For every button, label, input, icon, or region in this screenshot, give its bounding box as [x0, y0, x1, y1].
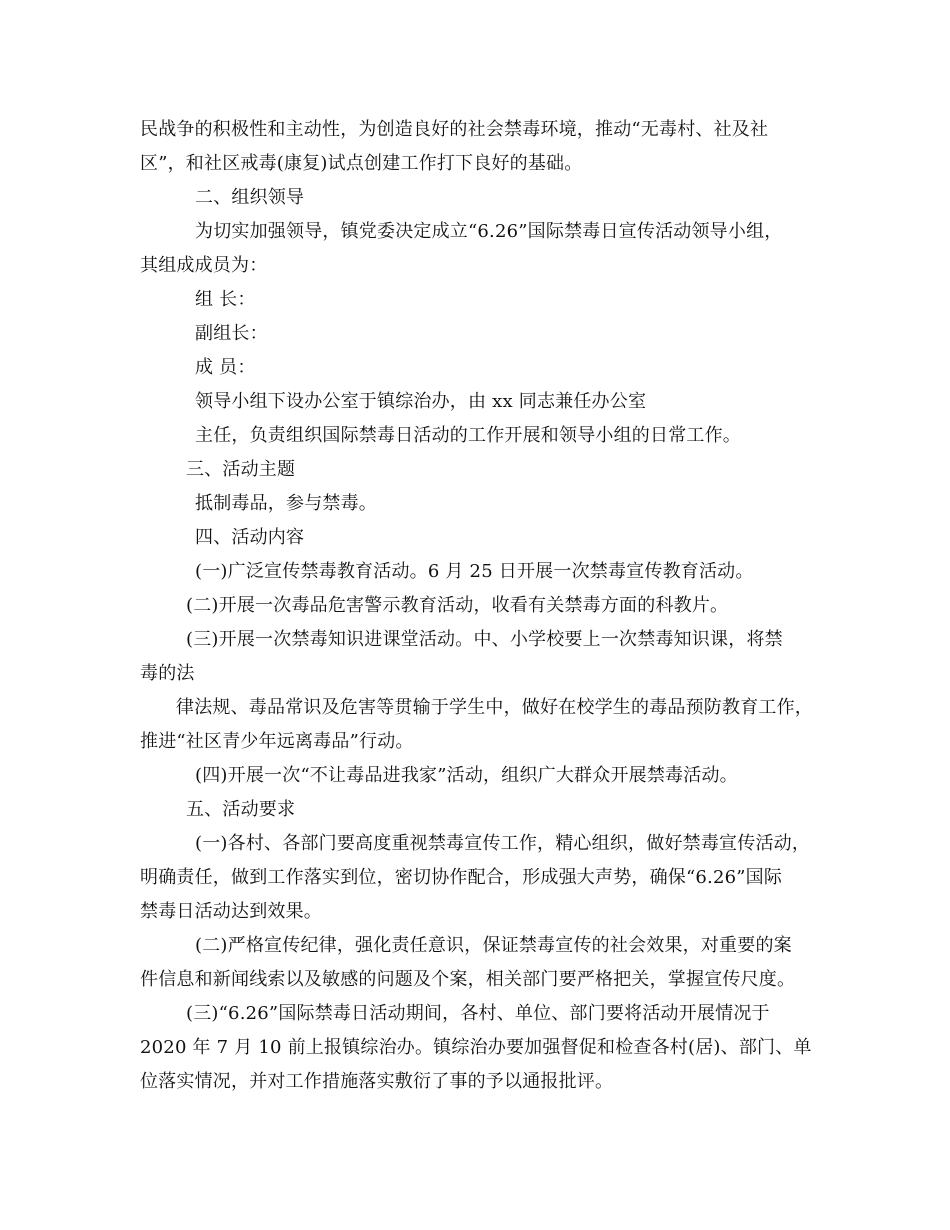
text-line: 毒的法: [140, 663, 195, 684]
section-heading: 三、活动主题: [186, 459, 296, 480]
text-line: 领导小组下设办公室于镇综治办，由 xx 同志兼任办公室: [195, 391, 647, 412]
text-line: (三)“6.26”国际禁毒日活动期间，各村、单位、部门要将活动开展情况于: [186, 1003, 770, 1024]
text-line: 明确责任，做到工作落实到位，密切协作配合，形成强大声势，确保“6.26”国际: [140, 867, 783, 888]
text-line: 律法规、毒品常识及危害等贯输于学生中，做好在校学生的毒品预防教育工作，: [176, 697, 813, 718]
text-line: 组 长：: [195, 289, 256, 310]
text-line: (一)各村、各部门要高度重视禁毒宣传工作，精心组织，做好禁毒宣传活动，: [195, 833, 811, 854]
text-line: 其组成成员为：: [140, 255, 268, 276]
text-line: (四)开展一次“不让毒品进我家”活动，组织广大群众开展禁毒活动。: [195, 765, 738, 786]
section-heading: 四、活动内容: [195, 527, 305, 548]
text-line: 民战争的积极性和主动性，为创造良好的社会禁毒环境，推动“无毒村、社及社: [140, 119, 769, 140]
text-line: 为切实加强领导，镇党委决定成立“6.26”国际禁毒日宣传活动领导小组，: [195, 221, 783, 242]
section-heading: 五、活动要求: [186, 799, 296, 820]
text-line: 2020 年 7 月 10 前上报镇综治办。镇综治办要加强督促和检查各村(居)、部门、单: [140, 1037, 812, 1058]
section-heading: 二、组织领导: [195, 187, 305, 208]
text-line: (一)广泛宣传禁毒教育活动。6 月 25 日开展一次禁毒宣传教育活动。: [195, 561, 754, 582]
text-line: 抵制毒品，参与禁毒。: [195, 493, 377, 514]
text-line: 主任，负责组织国际禁毒日活动的工作开展和领导小组的日常工作。: [195, 425, 741, 446]
text-line: 件信息和新闻线索以及敏感的问题及个案，相关部门要严格把关，掌握宣传尺度。: [140, 969, 796, 990]
text-line: 位落实情况，并对工作措施落实敷衍了事的予以通报批评。: [140, 1071, 614, 1092]
text-line: 区”，和社区戒毒(康复)试点创建工作打下良好的基础。: [140, 153, 583, 174]
text-line: (三)开展一次禁毒知识进课堂活动。中、小学校要上一次禁毒知识课，将禁: [186, 629, 783, 650]
text-line: 推进“社区青少年远离毒品”行动。: [140, 731, 414, 752]
text-line: 禁毒日活动达到效果。: [140, 901, 322, 922]
text-line: (二)严格宣传纪律，强化责任意识，保证禁毒宣传的社会效果，对重要的案: [195, 935, 792, 956]
text-line: 成 员：: [195, 357, 256, 378]
text-line: 副组长：: [195, 323, 268, 344]
text-line: (二)开展一次毒品危害警示教育活动，收看有关禁毒方面的科教片。: [186, 595, 729, 616]
